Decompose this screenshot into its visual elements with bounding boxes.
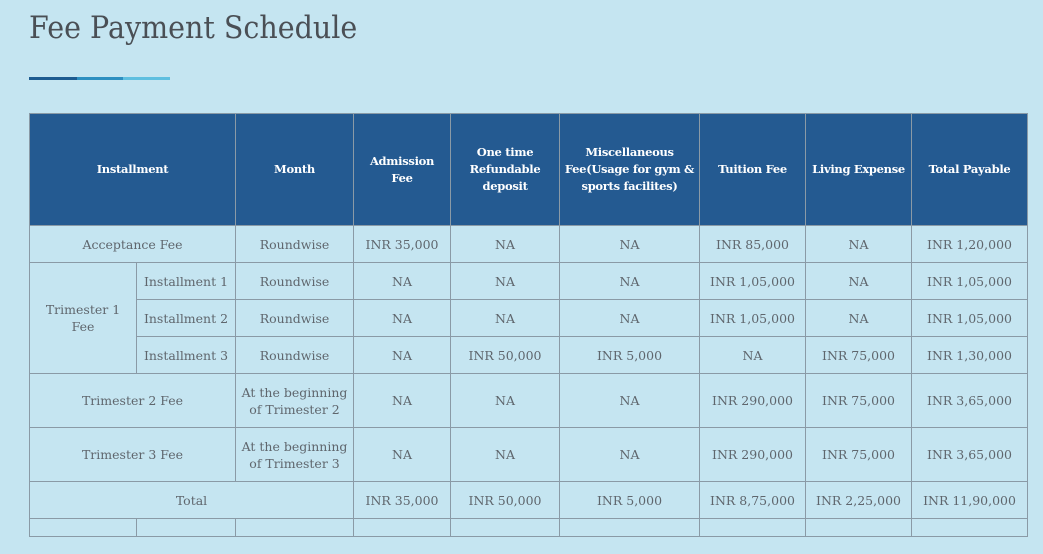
cell-tuition: NA [700, 337, 806, 374]
header-living-expense: Living Expense [806, 114, 912, 226]
row-sublabel: Installment 2 [137, 300, 236, 337]
cell-total: INR 1,05,000 [912, 263, 1028, 300]
cell-total: INR 1,05,000 [912, 300, 1028, 337]
cell-deposit: NA [451, 300, 560, 337]
cell-living: INR 2,25,000 [806, 482, 912, 519]
table-empty-row [30, 519, 1028, 537]
cell-admission: NA [354, 263, 451, 300]
fee-schedule-table [29, 113, 1028, 537]
header-month: Month [236, 114, 354, 226]
cell-misc: NA [560, 300, 700, 337]
row-group-label: Trimester 1 Fee [30, 263, 137, 374]
cell-deposit: INR 50,000 [451, 482, 560, 519]
header-tuition-fee: Tuition Fee [700, 114, 806, 226]
cell-misc: NA [560, 374, 700, 428]
cell-tuition: INR 8,75,000 [700, 482, 806, 519]
table-row [30, 374, 1028, 428]
table-row [30, 337, 1028, 374]
cell-misc: NA [560, 428, 700, 482]
header-installment: Installment [30, 114, 236, 226]
table-row [30, 263, 1028, 300]
cell-misc: INR 5,000 [560, 337, 700, 374]
cell-misc: NA [560, 263, 700, 300]
cell-admission: INR 35,000 [354, 226, 451, 263]
cell-tuition: INR 1,05,000 [700, 263, 806, 300]
cell-living: NA [806, 226, 912, 263]
cell-total: INR 1,30,000 [912, 337, 1028, 374]
cell-tuition: INR 290,000 [700, 428, 806, 482]
cell-total: INR 3,65,000 [912, 374, 1028, 428]
cell-admission: NA [354, 337, 451, 374]
cell-living: INR 75,000 [806, 374, 912, 428]
cell-living: INR 75,000 [806, 337, 912, 374]
row-sublabel: Installment 3 [137, 337, 236, 374]
row-label: Trimester 2 Fee [30, 374, 236, 428]
table-header-row [30, 114, 1028, 226]
cell-month: At the beginning of Trimester 3 [236, 428, 354, 482]
cell-total: INR 3,65,000 [912, 428, 1028, 482]
cell-month: Roundwise [236, 337, 354, 374]
cell-admission: NA [354, 374, 451, 428]
header-refundable-deposit: One time Refundable deposit [451, 114, 560, 226]
cell-total: INR 11,90,000 [912, 482, 1028, 519]
cell-month: Roundwise [236, 263, 354, 300]
cell-total: INR 1,20,000 [912, 226, 1028, 263]
header-total-payable: Total Payable [912, 114, 1028, 226]
cell-tuition: INR 85,000 [700, 226, 806, 263]
cell-admission: NA [354, 428, 451, 482]
table-row [30, 428, 1028, 482]
cell-deposit: INR 50,000 [451, 337, 560, 374]
cell-month: Roundwise [236, 300, 354, 337]
header-admission-fee: Admission Fee [354, 114, 451, 226]
cell-living: NA [806, 300, 912, 337]
cell-month: Roundwise [236, 226, 354, 263]
cell-living: INR 75,000 [806, 428, 912, 482]
cell-deposit: NA [451, 428, 560, 482]
table-row [30, 226, 1028, 263]
cell-admission: INR 35,000 [354, 482, 451, 519]
total-label: Total [30, 482, 354, 519]
cell-misc: INR 5,000 [560, 482, 700, 519]
cell-tuition: INR 1,05,000 [700, 300, 806, 337]
row-label: Acceptance Fee [30, 226, 236, 263]
header-misc-fee: Miscellaneous Fee(Usage for gym & sports facilites) [560, 114, 700, 226]
cell-deposit: NA [451, 226, 560, 263]
page-title: Fee Payment Schedule [29, 10, 358, 46]
cell-deposit: NA [451, 263, 560, 300]
cell-admission: NA [354, 300, 451, 337]
table-total-row [30, 482, 1028, 519]
cell-tuition: INR 290,000 [700, 374, 806, 428]
table-row [30, 300, 1028, 337]
row-label: Trimester 3 Fee [30, 428, 236, 482]
cell-living: NA [806, 263, 912, 300]
cell-misc: NA [560, 226, 700, 263]
row-sublabel: Installment 1 [137, 263, 236, 300]
cell-deposit: NA [451, 374, 560, 428]
title-underline [29, 77, 170, 80]
cell-month: At the beginning of Trimester 2 [236, 374, 354, 428]
